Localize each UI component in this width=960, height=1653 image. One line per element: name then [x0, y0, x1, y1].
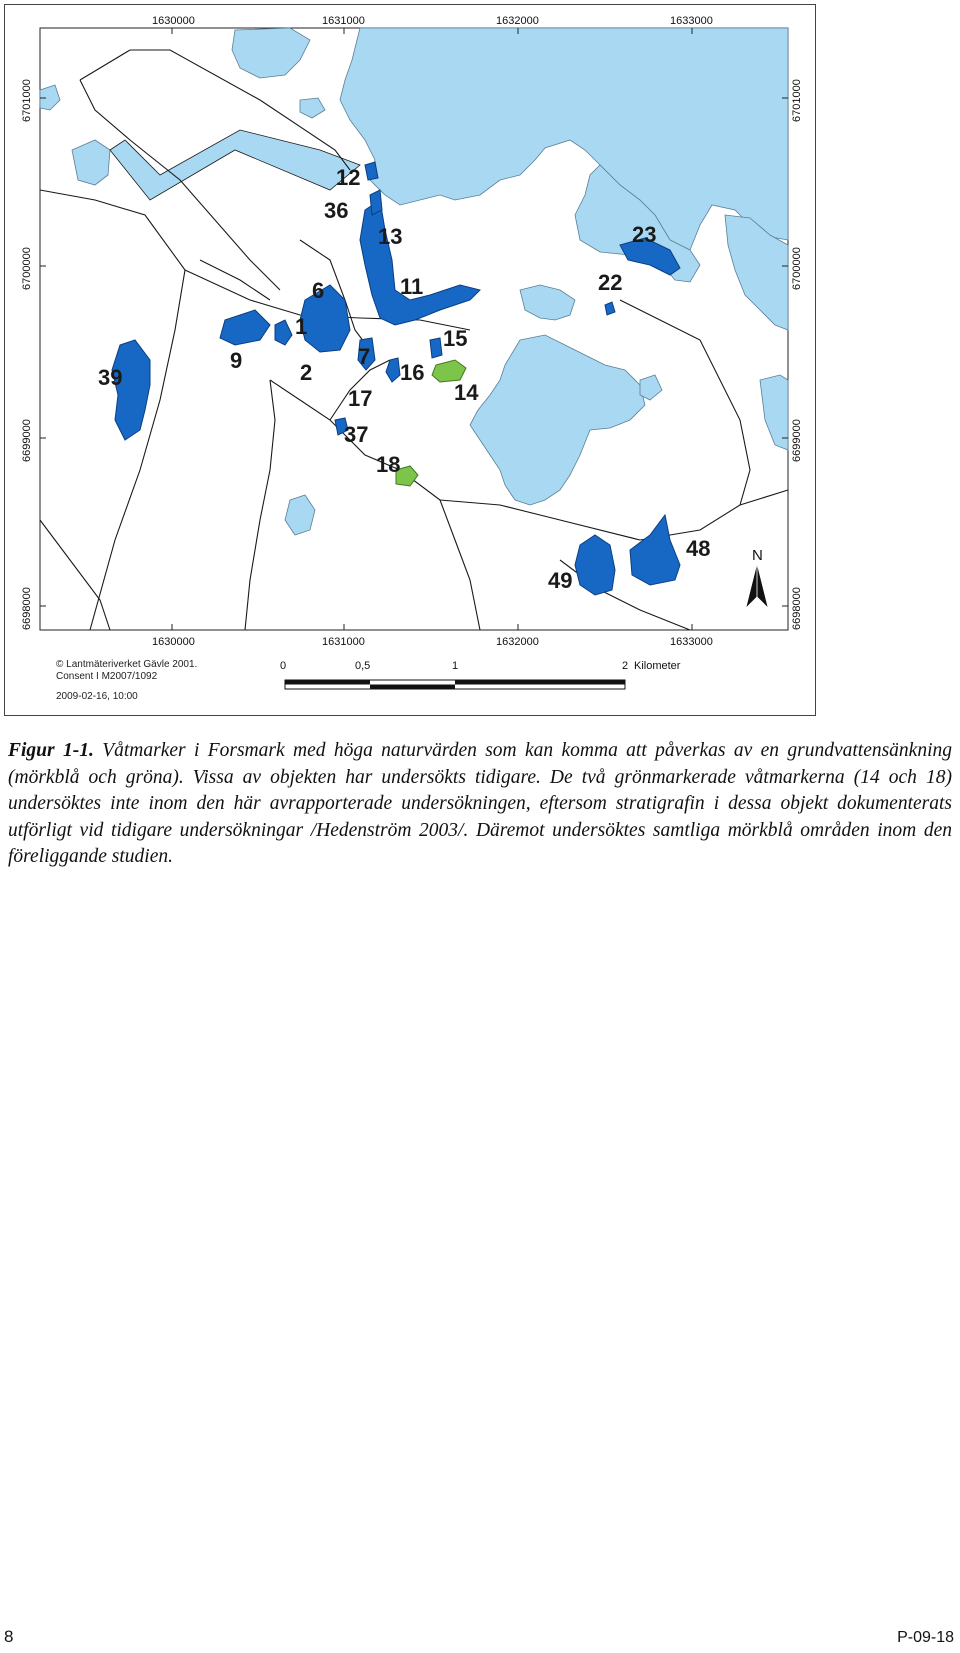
wetland-label-18: 18	[376, 452, 401, 477]
y-tick-left: 6699000	[21, 419, 33, 462]
wetland-label-1: 1	[295, 314, 308, 339]
scale-label-half: 0,5	[355, 660, 371, 672]
wetland-label-16: 16	[400, 360, 425, 385]
x-tick-bottom: 1632000	[496, 636, 539, 648]
wetland-label-39: 39	[98, 365, 123, 390]
wetland-label-12: 12	[336, 165, 361, 190]
wetland-label-9: 9	[230, 348, 243, 373]
x-tick-bottom: 1630000	[152, 636, 195, 648]
wetland-label-48: 48	[686, 536, 711, 561]
figure-label: Figur 1-1.	[8, 740, 94, 761]
wetland-label-37: 37	[344, 422, 369, 447]
map-date: 2009-02-16, 10:00	[56, 691, 138, 702]
wetland-label-23: 23	[632, 222, 657, 247]
y-tick-right: 6700000	[791, 247, 803, 290]
x-tick-top: 1633000	[670, 15, 713, 27]
scale-label-1: 1	[452, 660, 459, 672]
page-number: 8	[4, 1627, 14, 1646]
y-tick-left: 6701000	[21, 79, 33, 122]
x-tick-top: 1631000	[322, 15, 365, 27]
scale-label-2: 2	[622, 660, 629, 672]
y-tick-left: 6700000	[21, 247, 33, 290]
x-coordinates-bottom	[152, 636, 713, 648]
y-coordinates-right	[791, 79, 803, 630]
wetland-49	[575, 535, 615, 595]
report-id: P-09-18	[897, 1629, 954, 1646]
x-coordinates-top	[152, 15, 713, 27]
scale-label-0: 0	[280, 660, 287, 672]
wetland-map	[0, 0, 960, 720]
copyright-line-1: © Lantmäteriverket Gävle 2001.	[56, 659, 198, 670]
wetland-15	[430, 338, 442, 358]
north-label: N	[752, 547, 763, 564]
y-tick-right: 6699000	[791, 419, 803, 462]
wetland-label-49: 49	[548, 568, 573, 593]
x-tick-bottom: 1631000	[322, 636, 365, 648]
x-tick-top: 1632000	[496, 15, 539, 27]
figure-caption	[8, 738, 952, 871]
y-tick-right: 6701000	[791, 79, 803, 122]
wetland-label-13: 13	[378, 224, 403, 249]
y-coordinates-left	[21, 79, 33, 630]
wetland-label-11: 11	[400, 274, 424, 299]
y-tick-right: 6698000	[791, 587, 803, 630]
wetland-label-14: 14	[454, 380, 479, 405]
wetland-label-6: 6	[312, 278, 325, 303]
wetland-label-36: 36	[324, 198, 349, 223]
x-tick-bottom: 1633000	[670, 636, 713, 648]
copyright-line-2: Consent I M2007/1092	[56, 671, 158, 682]
wetland-label-17: 17	[348, 386, 373, 411]
scale-bar	[280, 660, 681, 689]
wetland-label-2: 2	[300, 360, 313, 385]
y-tick-left: 6698000	[21, 587, 33, 630]
wetland-label-15: 15	[443, 326, 468, 351]
wetland-13	[370, 190, 382, 215]
wetland-label-22: 22	[598, 270, 623, 295]
x-tick-top: 1630000	[152, 15, 195, 27]
caption-text: Våtmarker i Forsmark med höga naturvärden som kan komma att påverkas av en grundvattensänkning (mörkblå och gröna). Vissa av objekten har undersökts tidigare. De två grönmarkerade våtmarkerna (14 och 18) undersöktes inte inom den här avrapporterade undersökningen, eftersom stratigrafin i dessa objekt dokumenterats utförligt vid tidigare undersökningar /Hedenström 2003/. Däremot undersöktes samtliga mörkblå områden inom den föreliggande studien.	[8, 740, 953, 867]
scale-unit: Kilometer	[634, 660, 681, 672]
wetland-label-7: 7	[358, 344, 371, 369]
